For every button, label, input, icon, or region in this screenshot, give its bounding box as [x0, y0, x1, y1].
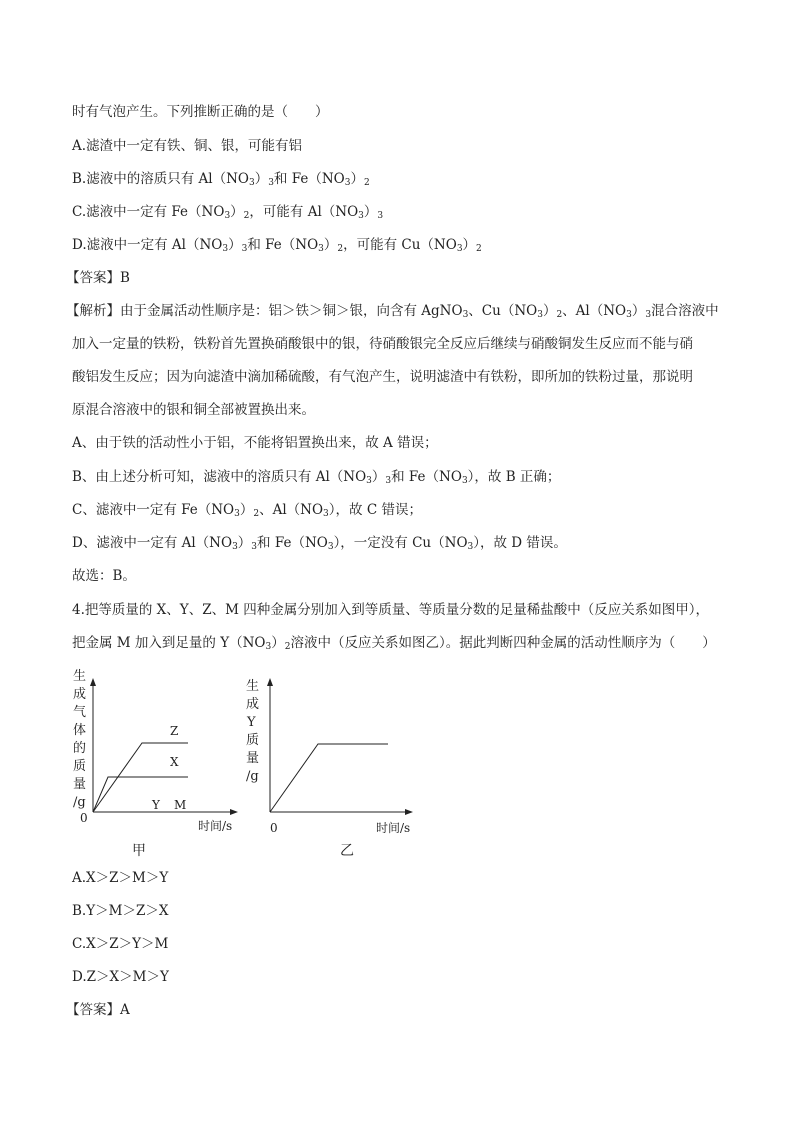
q3-analysis-line-2: 加入一定量的铁粉，铁粉首先置换硝酸银中的银，待硝酸银完全反应后继续与硝酸铜发生反应而不能与硝 [72, 336, 693, 352]
graph-yi-ylabel-char: Y [247, 715, 256, 730]
q3-point-b: B、由上述分析可知，滤液中的溶质只有 $Al(NO_3)_3$和 $Fe(NO_3)$，故 B 正确； [72, 469, 561, 486]
q3-analysis-line-1: 【解析】由于金属活动性顺序是：铝＞铁＞铜＞银，向含有 AgNO$_3$、$Cu(NO_3)_2$、$Al(NO_3)_3$混合溶液中 [66, 303, 719, 320]
graph-jia-ylabel-char: 生 [73, 669, 87, 684]
graph-yi-ylabel-char: 成 [246, 697, 260, 712]
graph-jia-y-arrow [90, 678, 96, 686]
graph-yi-x-arrow [405, 809, 413, 815]
q3-analysis-line-3: 酸铝发生反应；因为向滤渣中滴加稀硫酸，有气泡产生，说明滤渣中有铁粉，即所加的铁粉过量，那说明 [72, 369, 693, 385]
graph-yi-y-arrow [267, 678, 273, 686]
q3-option-a: A.滤渣中一定有铁、铜、银，可能有铝 [72, 138, 303, 154]
q3-option-d: D.滤液中一定有 $Al(NO_3)_3$和 $Fe(NO_3)_2$，可能有 $Cu(NO_3)_2$ [72, 237, 482, 254]
graph-yi-origin: 0 [270, 821, 278, 835]
q4-stem-line-1: 4.把等质量的 X、Y、Z、M 四种金属分别加入到等质量、等质量分数的足量稀盐酸中（反应关系如图甲）， [72, 602, 709, 618]
graph-jia-label-z: Z [170, 724, 179, 738]
q3-option-b: B.滤液中的溶质只有 $Al(NO_3)_3$和 $Fe(NO_3)_2$ [72, 171, 370, 188]
graph-jia-xlabel: 时间/s [198, 819, 233, 833]
q4-option-c: C.X＞Z＞Y＞M [72, 936, 169, 952]
graph-yi-ylabel-char: 质 [246, 733, 260, 748]
graph-jia-ylabel-char: /g [73, 795, 86, 810]
graph-jia-x-arrow [230, 809, 238, 815]
graph-yi-caption: 乙 [340, 843, 354, 859]
q4-answer: 【答案】A [66, 1002, 130, 1018]
graph-yi-ylabel-char: 量 [246, 751, 260, 766]
graph-yi-curve [270, 744, 388, 812]
graph-yi-xlabel: 时间/s [376, 821, 411, 835]
graph-jia-caption: 甲 [132, 843, 146, 859]
graph-yi-ylabel-char: /g [246, 769, 259, 784]
graph-jia-ylabel [73, 668, 86, 810]
graph-jia-label-x: X [170, 755, 179, 769]
graph-jia-ylabel-char: 气 [73, 705, 87, 720]
graph-jia-ylabel-char: 体 [73, 723, 87, 738]
graph-yi-ylabel [246, 678, 259, 784]
q3-answer: 【答案】B [66, 270, 130, 286]
graph-jia [60, 662, 260, 862]
q3-intro: 时有气泡产生。下列推断正确的是（ ） [72, 104, 329, 120]
graph-jia-ylabel-char: 成 [73, 687, 87, 702]
graph-jia-ylabel-char: 质 [73, 759, 87, 774]
q3-point-a: A、由于铁的活动性小于铝，不能将铝置换出来，故 A 错误； [72, 435, 438, 451]
graph-jia-ylabel-char: 的 [73, 741, 87, 756]
graph-yi [240, 662, 440, 862]
q3-analysis-line-4: 原混合溶液中的银和铜全部被置换出来。 [72, 402, 315, 418]
q3-option-c: C.滤液中一定有 $Fe(NO_3)_2$，可能有 $Al(NO_3)_3$ [72, 204, 384, 221]
q4-option-b: B.Y＞M＞Z＞X [72, 903, 169, 919]
q4-stem-line-2: 把金属 M 加入到足量的 $Y(NO_3)_2$溶液中（反应关系如图乙）。据此判断四种金属的活动性顺序为（ ） [72, 635, 716, 652]
graph-jia-origin: 0 [80, 811, 88, 825]
q3-point-d: D、滤液中一定有 $Al(NO_3)_3$和 $Fe(NO_3)$，一定没有 $Cu(NO_3)$，故 D 错误。 [72, 535, 567, 552]
graph-yi-ylabel-char: 生 [246, 679, 260, 694]
q4-option-d: D.Z＞X＞M＞Y [72, 969, 169, 985]
graph-jia-label-y: Y [152, 798, 160, 812]
q4-option-a: A.X＞Z＞M＞Y [72, 870, 169, 886]
graph-jia-label-m: M [174, 798, 187, 812]
q3-conclusion: 故选：B。 [72, 568, 136, 584]
graph-jia-ylabel-char: 量 [73, 777, 87, 792]
q3-point-c: C、滤液中一定有 $Fe(NO_3)_2$、$Al(NO_3)$，故 C 错误； [72, 502, 422, 519]
